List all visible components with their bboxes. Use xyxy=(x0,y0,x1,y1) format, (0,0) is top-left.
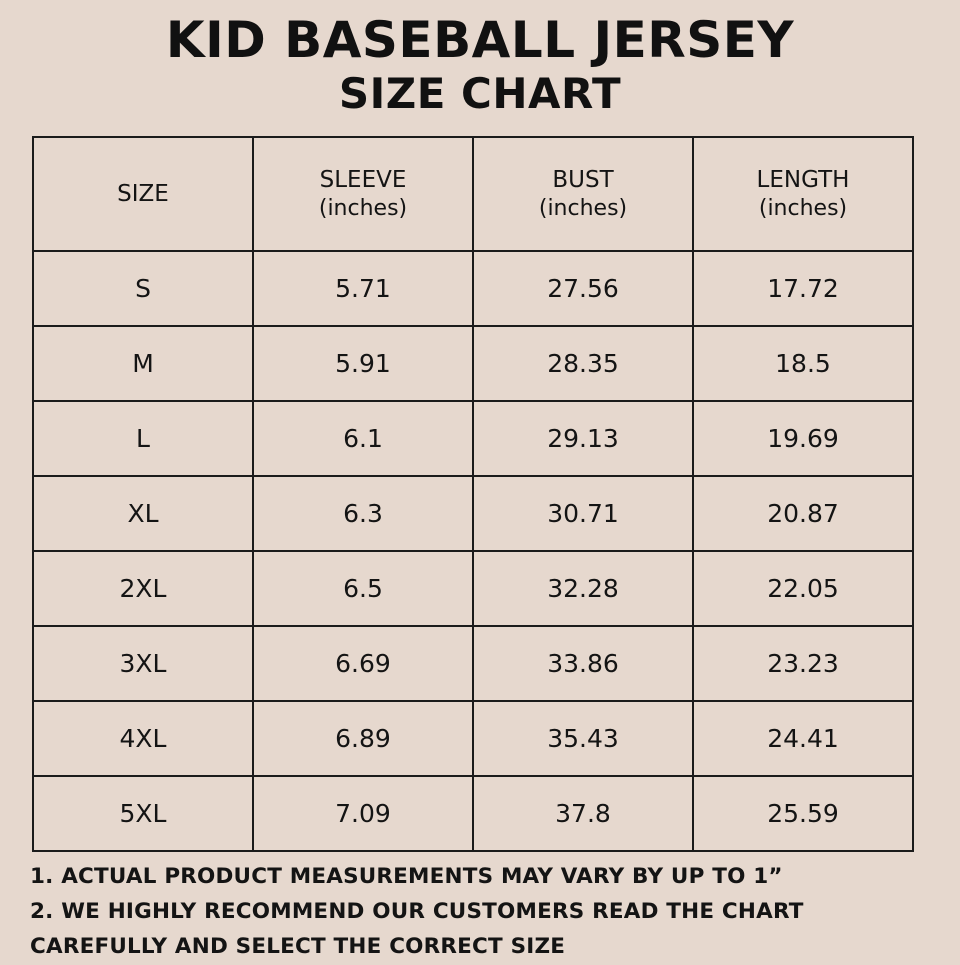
table-row xyxy=(33,776,913,851)
title-line-primary: KID BASEBALL JERSEY xyxy=(165,11,795,69)
cell-size: S xyxy=(33,251,253,326)
cell-sleeve: 6.5 xyxy=(253,551,473,626)
cell-bust: 27.56 xyxy=(473,251,693,326)
cell-bust: 37.8 xyxy=(473,776,693,851)
cell-length: 18.5 xyxy=(693,326,913,401)
page-title xyxy=(0,0,960,118)
size-chart-table xyxy=(32,136,914,852)
note-item: 1. ACTUAL PRODUCT MEASUREMENTS MAY VARY BY UP TO 1” xyxy=(30,864,783,890)
cell-length: 19.69 xyxy=(693,401,913,476)
cell-bust: 35.43 xyxy=(473,701,693,776)
table-body xyxy=(33,251,913,851)
cell-length: 25.59 xyxy=(693,776,913,851)
table-row xyxy=(33,551,913,626)
table-row xyxy=(33,701,913,776)
table-row xyxy=(33,326,913,401)
cell-bust: 28.35 xyxy=(473,326,693,401)
cell-size: L xyxy=(33,401,253,476)
title-line-secondary: SIZE CHART xyxy=(338,69,622,118)
cell-size: 2XL xyxy=(33,551,253,626)
cell-bust: 30.71 xyxy=(473,476,693,551)
cell-sleeve: 7.09 xyxy=(253,776,473,851)
cell-sleeve: 5.71 xyxy=(253,251,473,326)
column-header-size-label: SIZE xyxy=(117,180,169,207)
cell-length: 24.41 xyxy=(693,701,913,776)
cell-bust: 33.86 xyxy=(473,626,693,701)
cell-size: XL xyxy=(33,476,253,551)
cell-length: 22.05 xyxy=(693,551,913,626)
cell-bust: 32.28 xyxy=(473,551,693,626)
cell-sleeve: 6.1 xyxy=(253,401,473,476)
column-header-bust-label: BUST xyxy=(552,166,614,193)
chart-notes xyxy=(30,860,930,964)
column-header-sleeve-unit: (inches) xyxy=(318,195,408,221)
cell-length: 17.72 xyxy=(693,251,913,326)
column-header-length-label: LENGTH xyxy=(756,166,850,193)
cell-sleeve: 5.91 xyxy=(253,326,473,401)
cell-bust: 29.13 xyxy=(473,401,693,476)
size-chart-table-wrapper xyxy=(32,136,928,852)
cell-sleeve: 6.3 xyxy=(253,476,473,551)
column-header-bust-unit: (inches) xyxy=(538,195,628,221)
cell-length: 23.23 xyxy=(693,626,913,701)
column-header-sleeve xyxy=(253,137,473,251)
cell-size: M xyxy=(33,326,253,401)
cell-size: 4XL xyxy=(33,701,253,776)
cell-sleeve: 6.69 xyxy=(253,626,473,701)
column-header-size xyxy=(33,137,253,251)
cell-length: 20.87 xyxy=(693,476,913,551)
table-row xyxy=(33,476,913,551)
column-header-sleeve-label: SLEEVE xyxy=(319,166,407,193)
table-row xyxy=(33,401,913,476)
table-row xyxy=(33,626,913,701)
column-header-length xyxy=(693,137,913,251)
table-row xyxy=(33,251,913,326)
column-header-length-unit: (inches) xyxy=(758,195,848,221)
cell-size: 5XL xyxy=(33,776,253,851)
table-header xyxy=(33,137,913,251)
cell-size: 3XL xyxy=(33,626,253,701)
cell-sleeve: 6.89 xyxy=(253,701,473,776)
table-header-row xyxy=(33,137,913,251)
note-item: 2. WE HIGHLY RECOMMEND OUR CUSTOMERS READ THE CHART CAREFULLY AND SELECT THE CORRECT SIZE xyxy=(30,899,804,959)
column-header-bust xyxy=(473,137,693,251)
